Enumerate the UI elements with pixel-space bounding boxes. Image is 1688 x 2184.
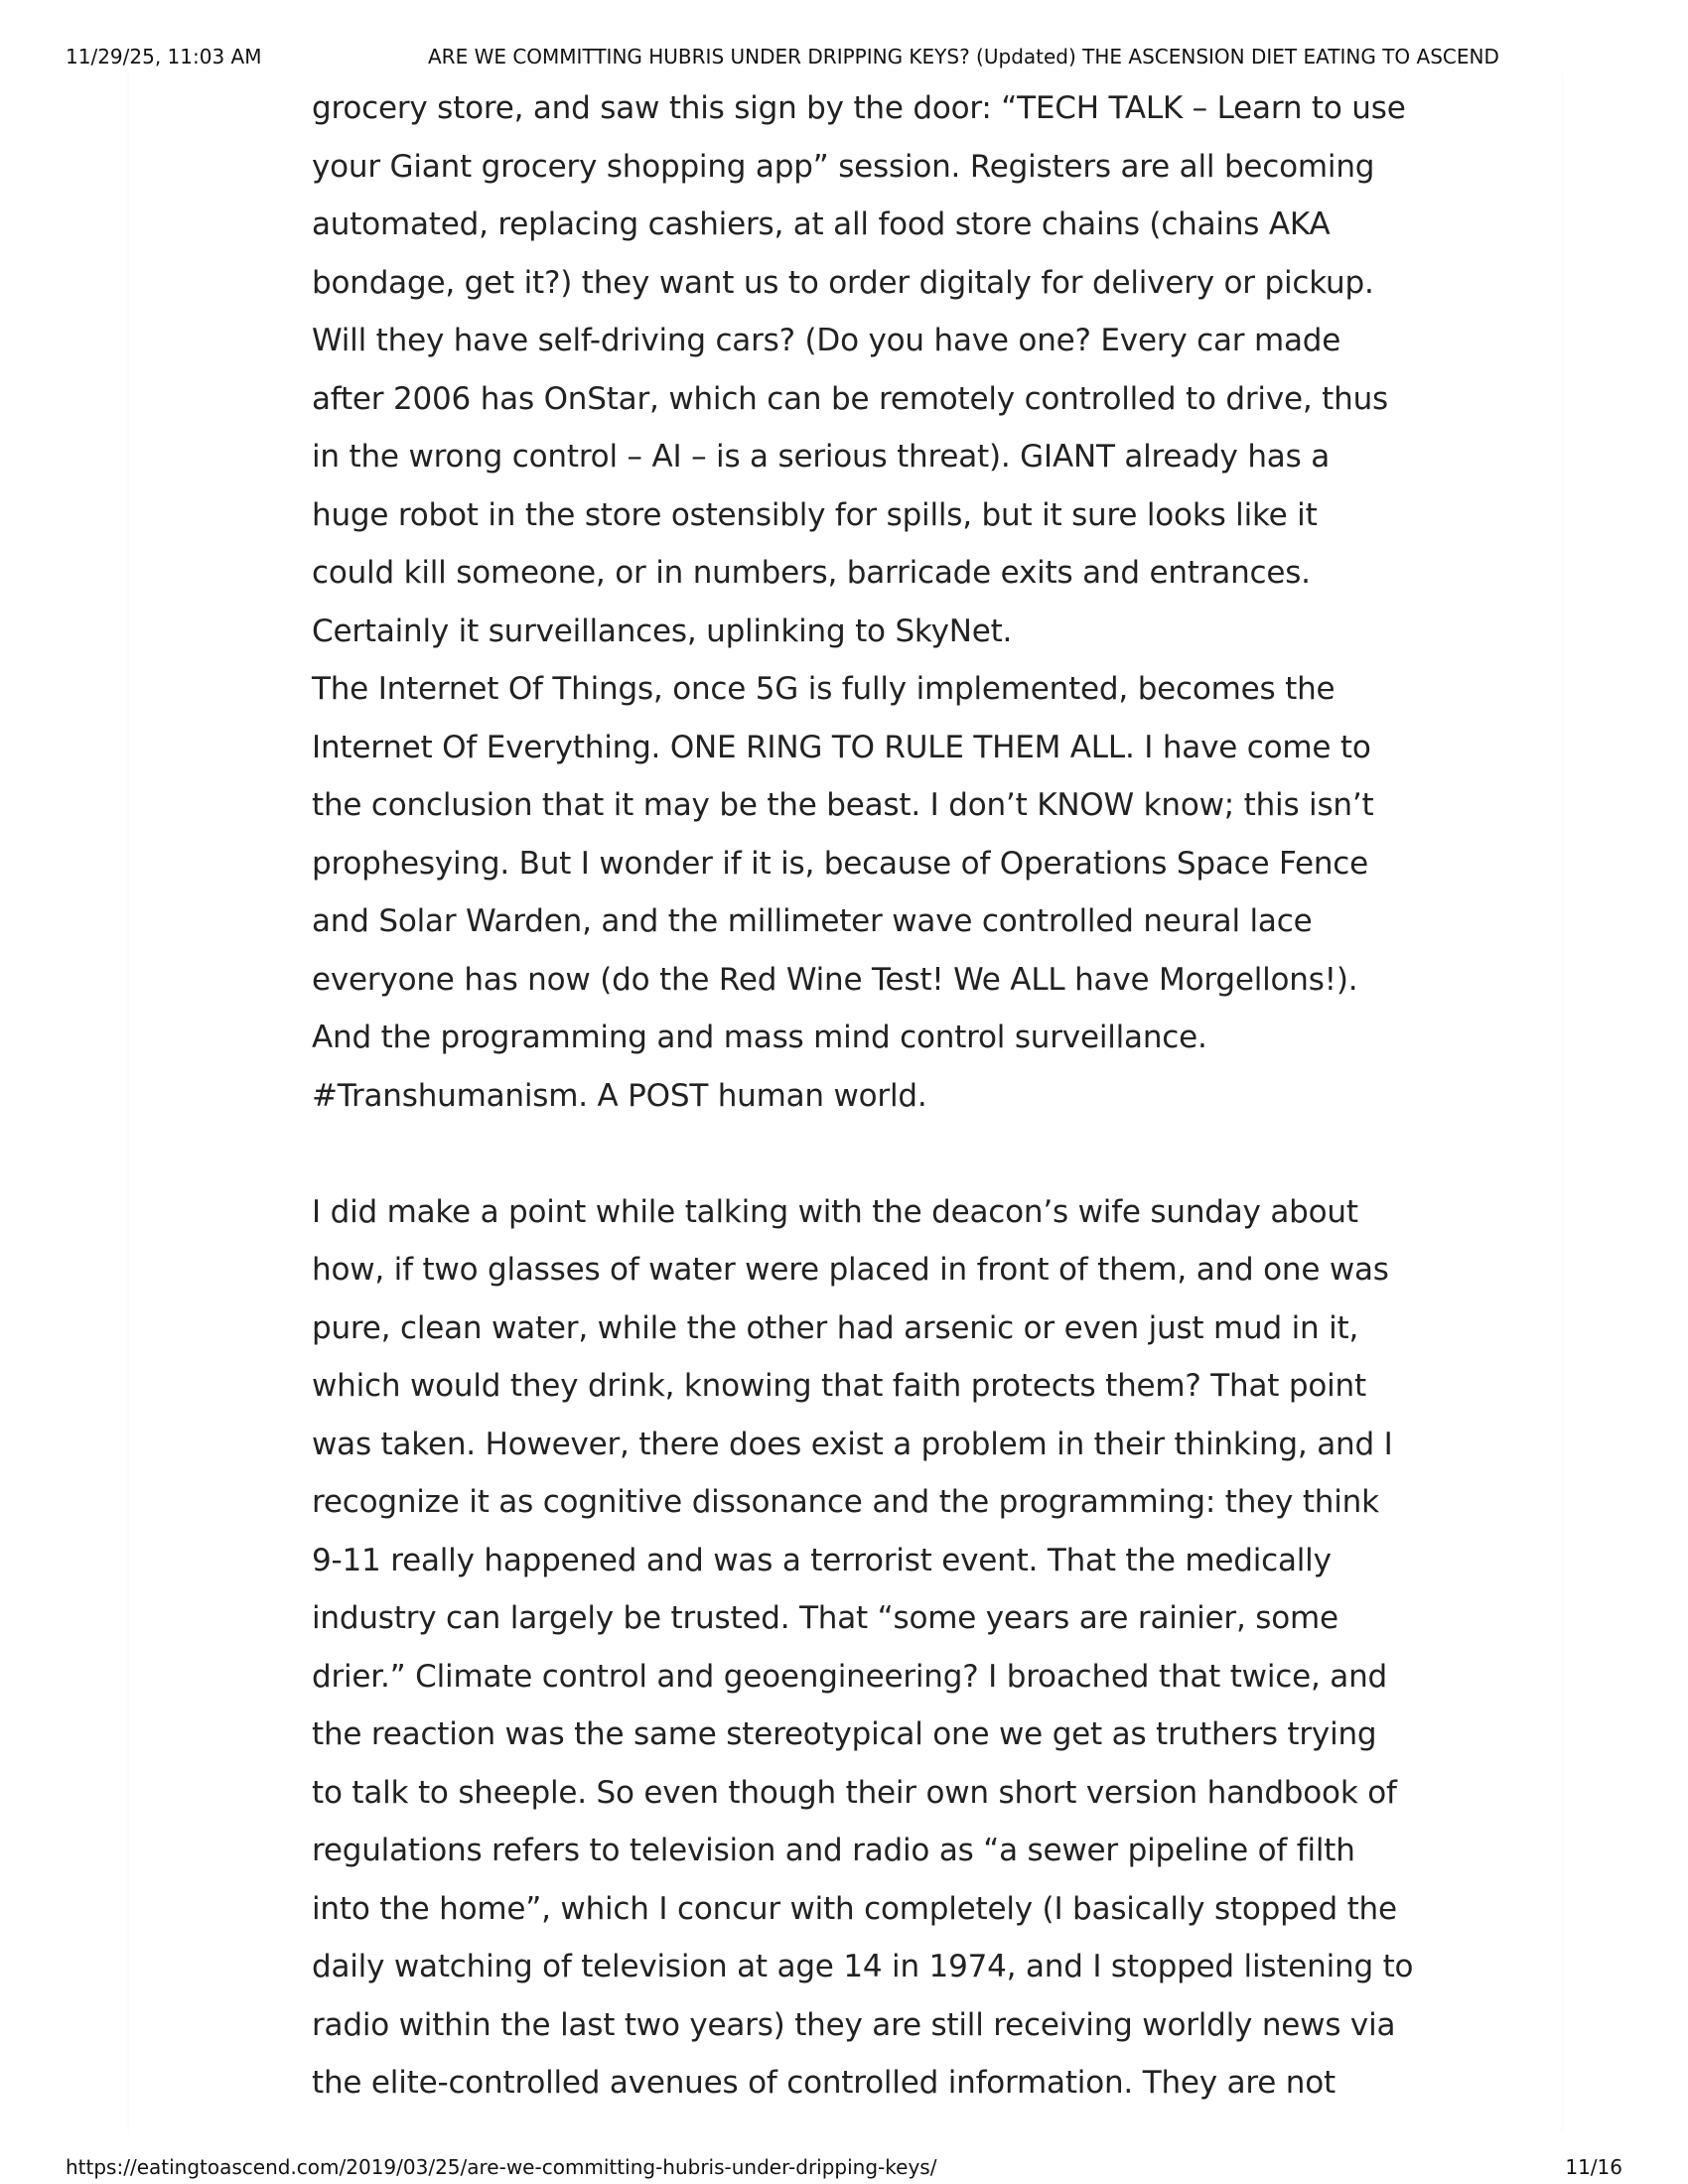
text-line: 9-11 really happened and was a terrorist event. That the medically (312, 1542, 1332, 1578)
print-datetime: 11/29/25, 11:03 AM (66, 45, 262, 68)
text-line: which would they drink, knowing that faith protects them? That point (312, 1368, 1366, 1404)
text-line: prophesying. But I wonder if it is, because of Operations Space Fence (312, 845, 1368, 882)
text-line: Certainly it surveillances, uplinking to SkyNet. (312, 613, 1013, 649)
text-line: was taken. However, there does exist a problem in their thinking, and I (312, 1426, 1393, 1462)
text-line: pure, clean water, while the other had arsenic or even just mud in it, (312, 1309, 1359, 1346)
text-line: I did make a point while talking with the deacon’s wife sunday about (312, 1193, 1358, 1230)
text-line: after 2006 has OnStar, which can be remotely controlled to drive, thus (312, 380, 1388, 417)
text-line: to talk to sheeple. So even though their own short version handbook of (312, 1774, 1397, 1811)
text-line: how, if two glasses of water were placed in front of them, and one was (312, 1252, 1389, 1288)
text-line: huge robot in the store ostensibly for spills, but it sure looks like it (312, 496, 1318, 533)
text-line: drier.” Climate control and geoengineering? I broached that twice, and (312, 1658, 1387, 1695)
text-line: industry can largely be trusted. That “some years are rainier, some (312, 1600, 1338, 1636)
document-title: ARE WE COMMITTING HUBRIS UNDER DRIPPING KEYS? (Updated) THE ASCENSION DIET EATING TO ASCEND (428, 45, 1499, 68)
text-line: and Solar Warden, and the millimeter wave controlled neural lace (312, 903, 1313, 939)
paragraph-spacer (312, 1125, 1404, 1183)
text-line: The Internet Of Things, once 5G is fully implemented, becomes the (312, 671, 1336, 707)
article-body (312, 79, 1414, 2113)
text-line: recognize it as cognitive dissonance and the programming: they think (312, 1484, 1379, 1520)
text-line: daily watching of television at age 14 in 1974, and I stopped listening to (312, 1949, 1414, 1984)
text-line: in the wrong control – AI – is a serious threat). GIANT already has a (312, 439, 1331, 475)
text-line: could kill someone, or in numbers, barricade exits and entrances. (312, 555, 1311, 591)
print-footer (66, 2154, 1622, 2180)
text-line: bondage, get it?) they want us to order digitaly for delivery or pickup. (312, 264, 1374, 301)
text-line: #Transhumanism. A POST human world. (312, 1077, 927, 1114)
page-url-link[interactable]: https://eatingtoascend.com/2019/03/25/are-we-committing-hubris-under-dripping-keys/ (66, 2155, 937, 2179)
text-line: radio within the last two years) they are still receiving worldly news via (312, 2006, 1396, 2043)
text-line: the elite-controlled avenues of controlled information. They are not (312, 2065, 1336, 2101)
text-line: everyone has now (do the Red Wine Test! We ALL have Morgellons!). (312, 961, 1358, 998)
paragraph-1 (312, 79, 1404, 1125)
text-line: into the home”, which I concur with completely (I basically stopped the (312, 1890, 1397, 1927)
text-line: And the programming and mass mind control surveillance. (312, 1020, 1207, 1055)
paragraph-2 (312, 1183, 1414, 2113)
text-line: the conclusion that it may be the beast. I don’t KNOW know; this isn’t (312, 787, 1374, 823)
page-number: 11/16 (1565, 2155, 1622, 2179)
text-line: Will they have self-driving cars? (Do you have one? Every car made (312, 323, 1341, 358)
text-line: grocery store, and saw this sign by the door: “TECH TALK – Learn to use (312, 90, 1406, 126)
text-line: the reaction was the same stereotypical one we get as truthers trying (312, 1716, 1377, 1752)
text-line: regulations refers to television and radio as “a sewer pipeline of filth (312, 1833, 1355, 1868)
text-line: automated, replacing cashiers, at all food store chains (chains AKA (312, 206, 1331, 242)
text-line: your Giant grocery shopping app” session. Registers are all becoming (312, 148, 1375, 185)
print-header (66, 44, 1622, 69)
text-line: Internet Of Everything. ONE RING TO RULE THEM ALL. I have come to (312, 729, 1371, 765)
